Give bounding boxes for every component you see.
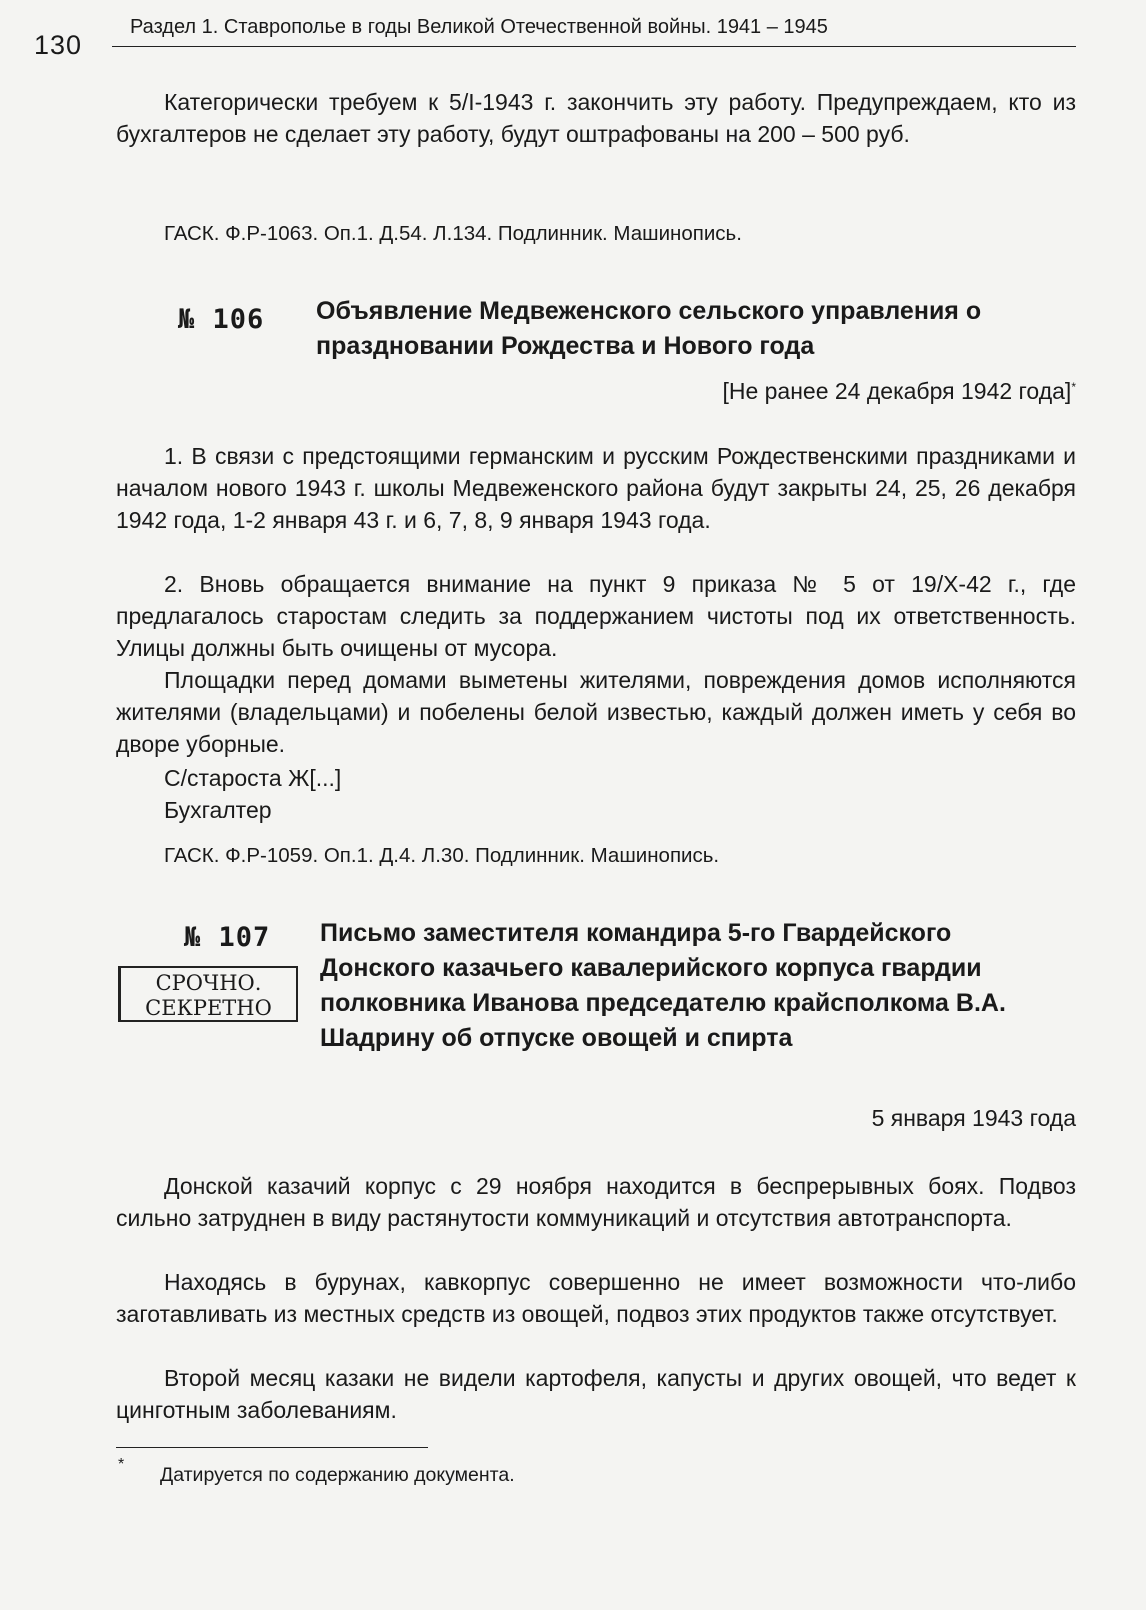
doc-107-paragraph-2: Находясь в бурунах, кавкорпус совершенно не имеет возможности что-либо заготавливать из местных средств из овощей, подвоз этих продуктов также отсутствует. [116, 1269, 1076, 1327]
doc-106-paragraph-3: Площадки перед домами выметены жителями, повреждения домов исполняются жителями (владельцами) и побелены белой известью, каждый должен иметь у себя во дворе уборные. [116, 667, 1076, 757]
doc-106-number: № 106 [178, 304, 265, 335]
doc-106-signature-accountant: Бухгалтер [164, 797, 272, 823]
page-number: 130 [34, 30, 83, 60]
stamp-line-urgent: СРОЧНО. [155, 971, 262, 995]
header-rule [112, 46, 1076, 47]
running-header: Раздел 1. Ставрополье в годы Великой Отечественной войны. 1941 – 1945 [130, 16, 828, 38]
continuation-paragraph: Категорически требуем к 5/I-1943 г. закончить эту работу. Предупреждаем, кто из бухгалтеров не сделает эту работу, будут оштрафованы на 200 – 500 руб. [116, 89, 1076, 147]
stamp-line-secret: СЕКРЕТНО [145, 996, 272, 1020]
doc-107-date: 5 января 1943 года [871, 1105, 1076, 1131]
doc-106-title: Объявление Медвеженского сельского управления о праздновании Рождества и Нового года [316, 297, 982, 360]
secret-stamp [118, 966, 298, 1022]
doc-106-date [722, 375, 1076, 407]
doc-106-paragraph-2: 2. Вновь обращается внимание на пункт 9 приказа № 5 от 19/Х-42 г., где предлагалось старостам следить за поддержанием чистоты под их ответственность. Улицы должны быть очищены от мусора. [116, 571, 1076, 661]
doc-106-paragraph-1: 1. В связи с предстоящими германским и русским Рождественскими праздниками и началом нового 1943 г. школы Медвеженского района будут закрыты 24, 25, 26 декабря 1942 года, 1-2 января 43 г. и 6, 7, 8, 9 января 1943 года. [116, 443, 1076, 533]
doc-106-signature-headman: С/староста Ж[...] [164, 765, 342, 791]
footnote-mark: * [118, 1456, 125, 1473]
doc-107-paragraph-3: Второй месяц казаки не видели картофеля, капусты и других овощей, что ведет к цинготным заболеваниям. [116, 1365, 1076, 1423]
footnote-text: Датируется по содержанию документа. [160, 1464, 515, 1486]
doc-107-paragraph-1: Донской казачий корпус с 29 ноября находится в беспрерывных боях. Подвоз сильно затруднен в виду растянутости коммуникаций и отсутствия автотранспорта. [116, 1173, 1076, 1231]
doc-106-date-text: [Не ранее 24 декабря 1942 года] [722, 378, 1072, 404]
doc-107-title: Письмо заместителя командира 5-го Гвардейского Донского казачьего кавалерийского корпуса гвардии полковника Иванова председателю крайсполкома В.А. Шадрину об отпуске овощей и спирта [320, 919, 1006, 1052]
doc-107-number: № 107 [184, 922, 271, 953]
continuation-source: ГАСК. Ф.Р-1063. Оп.1. Д.54. Л.134. Подлинник. Машинопись. [164, 222, 742, 245]
doc-106-source: ГАСК. Ф.Р-1059. Оп.1. Д.4. Л.30. Подлинник. Машинопись. [164, 844, 720, 867]
doc-106-date-note-mark: * [1071, 380, 1076, 394]
footnote-rule [116, 1447, 428, 1448]
